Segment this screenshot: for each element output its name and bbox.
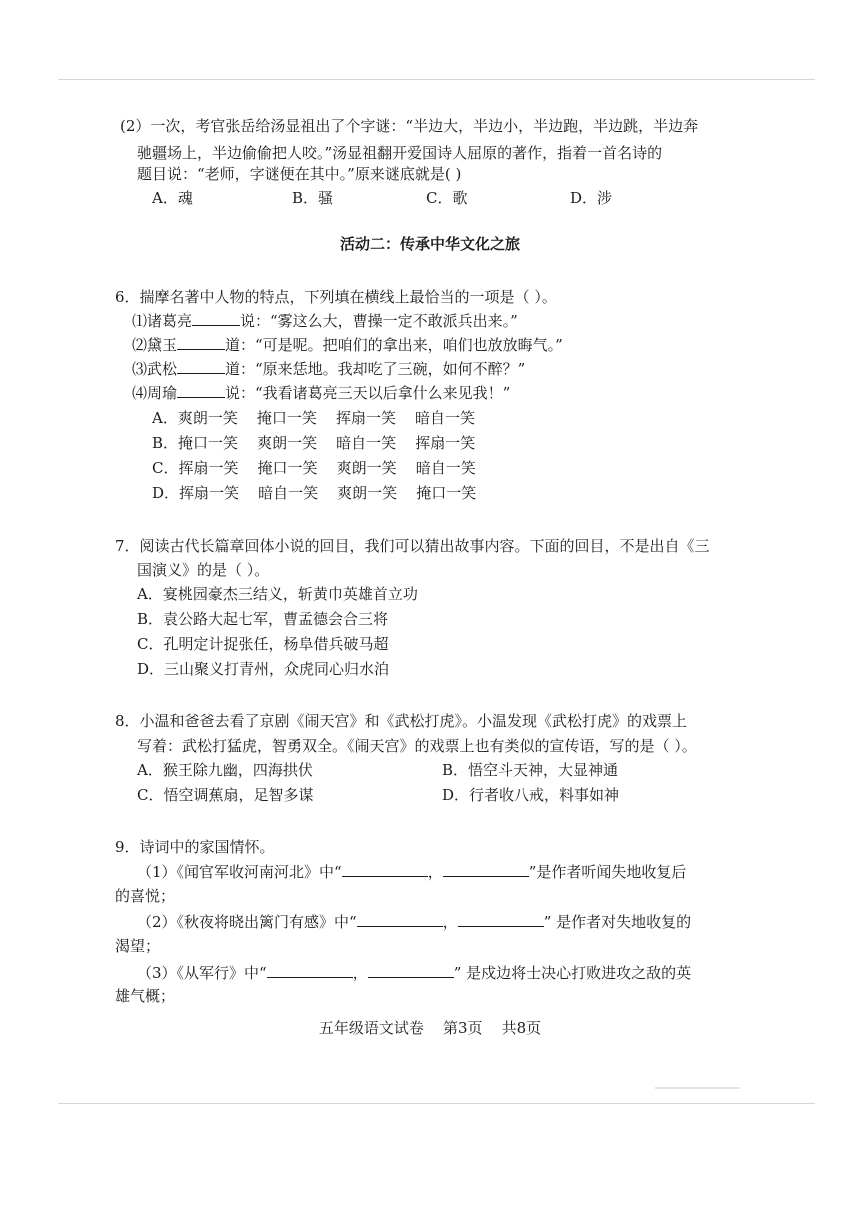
- q6-item-3-post: 道：“原来恁地。我却吃了三碗，如何不醉？”: [225, 360, 526, 378]
- q8-option-c: C．悟空调蕉扇，足智多谋: [137, 786, 314, 804]
- q9-comma-2: ，: [442, 913, 458, 931]
- q6-item-3-pre: ⑶武松: [132, 360, 178, 378]
- q6-item-2: [132, 334, 563, 355]
- q7-option-a: A．宴桃园豪杰三结义，斩黄巾英雄首立功: [137, 585, 418, 603]
- q8-option-b: B．悟空斗天神，大显神通: [442, 761, 619, 779]
- q6-item-4: [132, 382, 510, 403]
- page-footer: 五年级语文试卷 第3页 共8页: [318, 1019, 542, 1037]
- q6-item-2-post: 道：“可是呢。把咱们的拿出来，咱们也放放晦气。”: [225, 336, 563, 354]
- q6-option-d: D．挥扇一笑 暗自一笑 爽朗一笑 掩口一笑: [152, 484, 477, 502]
- top-rule: [58, 79, 815, 80]
- q9-item-2-pre: （2）《秋夜将晓出篱门有感》中“: [137, 913, 357, 931]
- q7-option-b: B．袁公路大起七军，曹孟德会合三将: [137, 610, 389, 628]
- q9-item-1: [137, 861, 686, 882]
- q9-item-2-post: ” 是作者对失地收复的: [543, 913, 692, 931]
- q9-comma-1: ，: [427, 863, 443, 881]
- q6-item-1-post: 说：“雾这么大，曹操一定不敢派兵出来。”: [240, 312, 518, 330]
- q9-item-3: [137, 962, 691, 983]
- q6-blank-4[interactable]: [177, 382, 225, 398]
- q9-item-2: [137, 911, 691, 932]
- q8-line-2: 写着：武松打猛虎，智勇双全。《闹天宫》的戏票上也有类似的宣传语，写的是（ ）。: [137, 737, 697, 755]
- q5-option-a: A．魂: [152, 189, 193, 207]
- q5-line-1: (2）一次，考官张岳给汤显祖出了个字谜：“半边大，半边小，半边跑，半边跳，半边奔: [120, 117, 699, 135]
- bottom-rule: [58, 1103, 815, 1104]
- q9-stem: 9．诗词中的家国情怀。: [115, 838, 275, 856]
- q6-item-4-post: 说：“我看诸葛亮三天以后拿什么来见我！”: [225, 384, 511, 402]
- q6-item-2-pre: ⑵黛玉: [132, 336, 178, 354]
- q9-comma-3: ，: [352, 964, 368, 982]
- q6-blank-3[interactable]: [177, 358, 225, 374]
- q9-blank-2a[interactable]: [357, 911, 443, 927]
- q8-option-d: D．行者收八戒，料事如神: [442, 786, 620, 804]
- q9-blank-3a[interactable]: [267, 962, 353, 978]
- q6-blank-1[interactable]: [192, 310, 240, 326]
- q9-blank-2b[interactable]: [458, 911, 544, 927]
- q6-item-1: [132, 310, 518, 331]
- q7-option-c: C．孔明定计捉张任，杨阜借兵破马超: [137, 635, 389, 653]
- q9-blank-1a[interactable]: [342, 861, 428, 877]
- q5-option-b: B．骚: [292, 189, 334, 207]
- q6-item-4-pre: ⑷周瑜: [132, 384, 178, 402]
- q6-stem: 6．揣摩名著中人物的特点，下列填在横线上最恰当的一项是（ ）。: [115, 288, 557, 306]
- q5-line-3: 题目说：“老师，字谜便在其中。”原来谜底就是( ): [137, 165, 462, 183]
- q9-blank-1b[interactable]: [443, 861, 529, 877]
- q5-line-2: 驰疆场上，半边偷偷把人咬。”汤显祖翻开爱国诗人屈原的著作，指着一首名诗的: [137, 144, 663, 162]
- q9-item-1-post: ”是作者听闻失地收复后: [528, 863, 687, 881]
- q5-option-c: C．歌: [426, 189, 468, 207]
- q7-line-2: 国演义》的是（ ）。: [137, 561, 270, 579]
- q6-item-3: [132, 358, 525, 379]
- q8-line-1: 8．小温和爸爸去看了京剧《闹天宫》和《武松打虎》。小温发现《武松打虎》的戏票上: [115, 712, 688, 730]
- q6-option-a: A．爽朗一笑 掩口一笑 挥扇一笑 暗自一笑: [152, 409, 476, 427]
- q9-blank-3b[interactable]: [368, 962, 454, 978]
- q9-item-3-post: ” 是戍边将士决心打败进攻之敌的英: [453, 964, 692, 982]
- q6-item-1-pre: ⑴诸葛亮: [132, 312, 193, 330]
- q8-option-a: A．猴王除九幽，四海拱伏: [137, 761, 313, 779]
- section-title: 活动二：传承中华文化之旅: [339, 235, 520, 253]
- q6-blank-2[interactable]: [177, 334, 225, 350]
- q9-item-1-pre: （1）《闻官军收河南河北》中“: [137, 863, 342, 881]
- q9-item-2-cont: 渴望；: [115, 937, 161, 955]
- q7-option-d: D．三山聚义打青州，众虎同心归水泊: [137, 660, 390, 678]
- q5-option-d: D．涉: [570, 189, 613, 207]
- q9-item-3-pre: （3）《从军行》中“: [137, 964, 267, 982]
- q9-item-3-cont: 雄气概；: [115, 987, 176, 1005]
- q9-item-1-cont: 的喜悦；: [115, 887, 176, 905]
- q7-line-1: 7．阅读古代长篇章回体小说的回目，我们可以猜出故事内容。下面的回目，不是出自《三: [115, 537, 710, 555]
- scan-mark: [655, 1087, 740, 1089]
- q6-option-b: B．掩口一笑 爽朗一笑 暗自一笑 挥扇一笑: [152, 434, 476, 452]
- q6-option-c: C．挥扇一笑 掩口一笑 爽朗一笑 暗自一笑: [152, 459, 476, 477]
